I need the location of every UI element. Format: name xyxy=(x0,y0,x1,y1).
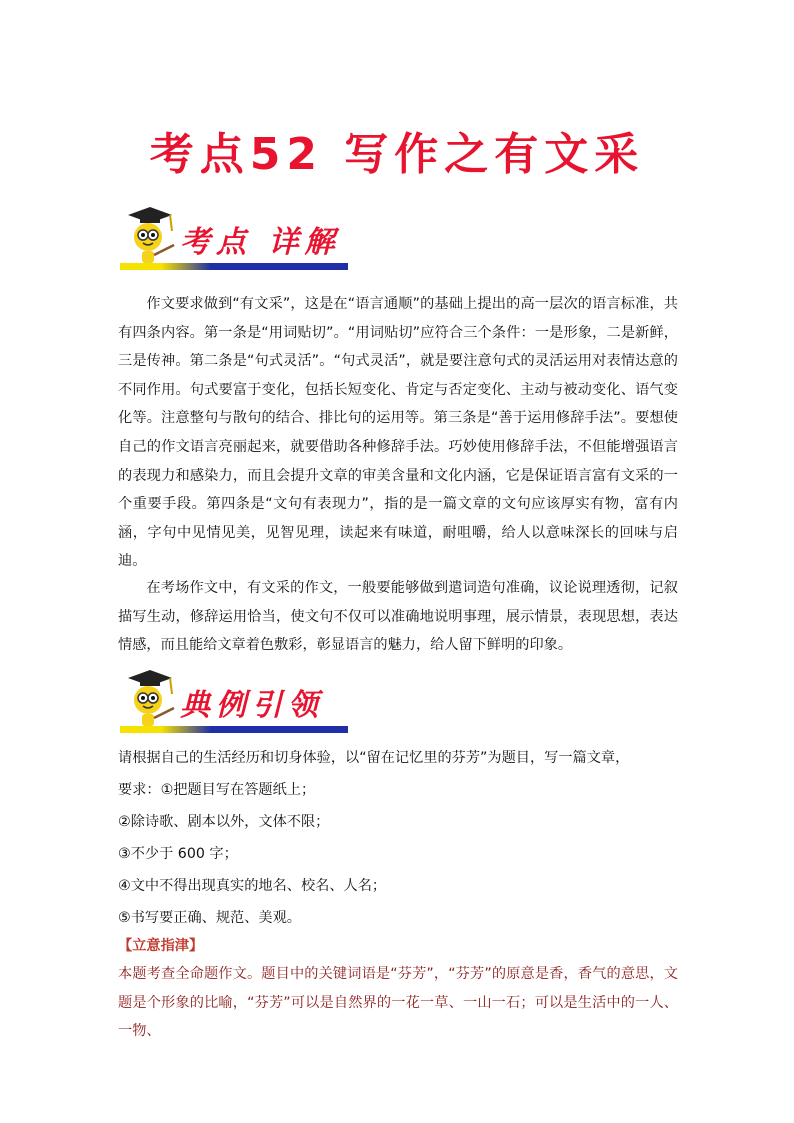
section-header-example xyxy=(118,668,348,736)
page-title: 考点52 写作之有文采 xyxy=(149,129,645,180)
section-label: 考点 详解 xyxy=(180,225,341,260)
prompt-line: ④文中不得出现真实的地名、校名、人名； xyxy=(118,878,387,894)
prompt-line: ③不少于 600 字； xyxy=(118,846,238,862)
section-label: 典例引领 xyxy=(180,688,324,723)
prompt-line: ⑤书写要正确、规范、美观。 xyxy=(118,910,301,926)
guide-text: 本题考查全命题作文。题目中的关键词语是“芬芳”，“芬芳”的原意是香，香气的意思，文题是个形象的比喻，“芬芳”可以是自然界的一花一草、一山一石；可以是生活中的一人、一物、 xyxy=(118,966,678,1040)
prompt-line: 要求：①把题目写在答题纸上； xyxy=(118,782,316,798)
prompt-line: ②除诗歌、剧本以外，文体不限； xyxy=(118,814,330,830)
prompt-line: 请根据自己的生活经历和切身体验，以“留在记忆里的芬芳”为题目，写一篇文章， xyxy=(118,750,630,766)
guide-heading: 【立意指津】 xyxy=(118,938,204,954)
section-underline xyxy=(120,263,348,270)
body-paragraph-2: 在考场作文中，有文采的作文，一般要能够做到遣词造句准确，议论说理透彻，记叙描写生动，修辞运用恰当，使文句不仅可以准确地说明事理，展示情景，表现思想，表达情感，而且能给文章着色敷彩，彰显语言的魅力，给人留下鲜明的印象。 xyxy=(118,580,678,654)
section-header-detail xyxy=(118,205,348,273)
section-underline xyxy=(120,726,348,733)
body-paragraph-1: 作文要求做到“有文采”，这是在“语言通顺”的基础上提出的高一层次的语言标准，共有四条内容。第一条是“用词贴切”。“用词贴切”应符合三个条件：一是形象，二是新鲜，三是传神。第二条是“句式灵活”。“句式灵活”，就是要注意句式的灵活运用对表情达意的不同作用。句式要富于变化，包括长短变化、肯定与否定变化、主动与被动变化、语气变化等。注意整句与散句的结合、排比句的运用等。第三条是“善于运用修辞手法”。要想使自己的作文语言亮丽起来，就要借助各种修辞手法。巧妙使用修辞手法，不但能增强语言的表现力和感染力，而且会提升文章的审美含量和文化内涵，它是保证语言富有文采的一个重要手段。第四条是“文句有表现力”，指的是一篇文章的文句应该厚实有物，富有内涵，字句中见情见美，见智见理，读起来有味道，耐咀嚼，给人以意味深长的回味与启迪。 xyxy=(118,296,678,570)
